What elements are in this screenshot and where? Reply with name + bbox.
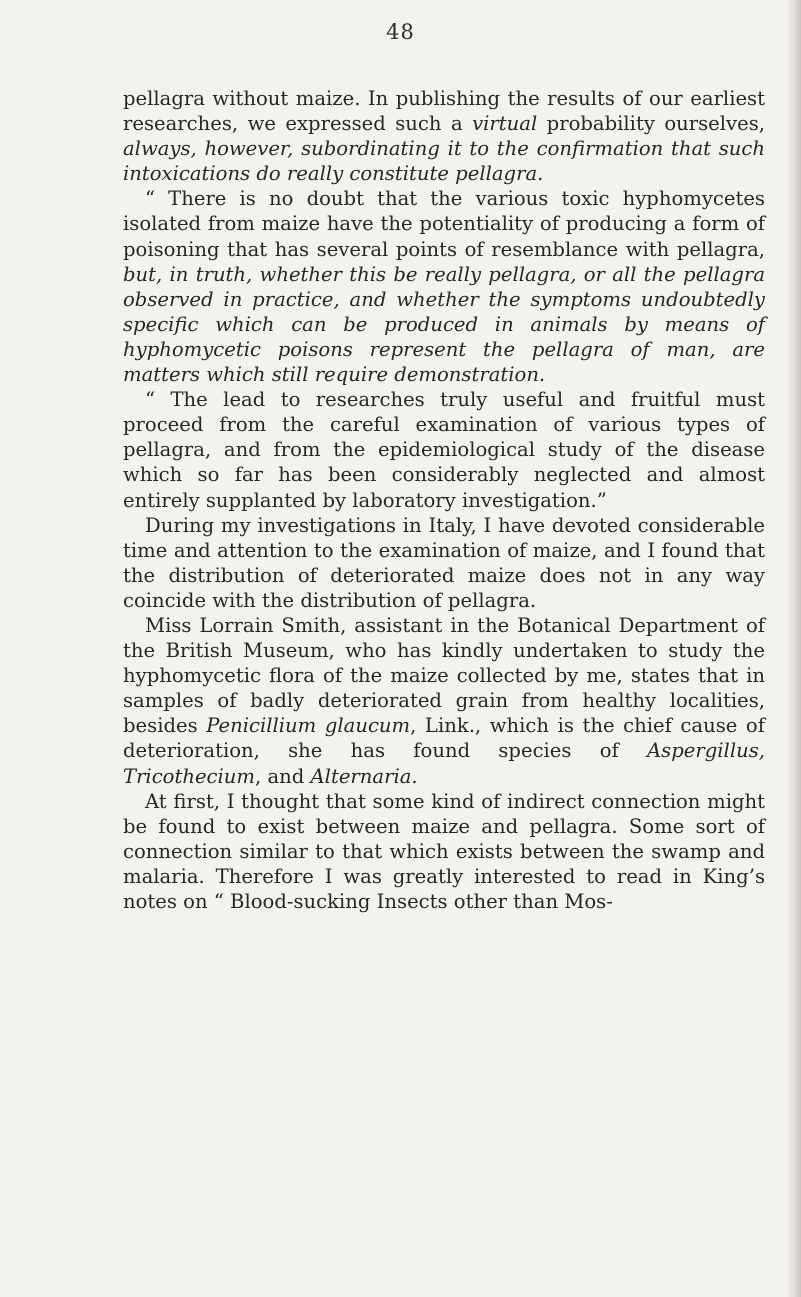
italic-text: Alternaria. xyxy=(310,764,418,788)
text-span: “ There is no doubt that the various toxic hyphomycetes isolated from maize have the potentiality of producing a form of poisoning that has several points of resemblance with pellagra, xyxy=(123,187,765,261)
italic-text: Aspergillus, Tricothecium xyxy=(123,739,765,788)
italic-text: but, in truth, whether this be really pellagra, or all the pellagra observed in practice, and whether the symptoms undoubtedly specific which can be produced in animals by means of hyphomycetic poisons represent the pellagra of man, are matters which still require demonstration. xyxy=(123,262,765,387)
page-number: 48 xyxy=(386,20,415,44)
paragraph xyxy=(123,387,765,512)
body-text xyxy=(123,86,765,914)
paragraph xyxy=(123,613,765,789)
paragraph xyxy=(123,186,765,387)
italic-text: always, however, subordinating it to the confirmation that such intoxications do really constitute pellagra. xyxy=(123,137,765,186)
italic-text: virtual xyxy=(472,112,538,136)
text-span: pellagra without maize. In publishing the results of our earliest researches, we expressed such a xyxy=(123,87,765,136)
paragraph xyxy=(123,789,765,914)
text-span: probability ourselves, xyxy=(537,112,765,136)
paragraph xyxy=(123,86,765,186)
text-span: Miss Lorrain Smith, assistant in the Botanical Department of the British Museum, who has kindly undertaken to study the hyphomycetic flora of the maize collected by me, states that in samples of badly deteriorated grain from healthy localities, besides xyxy=(123,613,765,738)
text-span: , Link., which is the chief cause of deterioration, she has found species of xyxy=(123,714,765,763)
italic-text: Penicillium glaucum xyxy=(206,714,411,738)
text-span: “ The lead to researches truly useful and fruitful must proceed from the careful examination of various types of pellagra, and from the epidemiological study of the disease which so far has been considerably neglected and almost entirely supplanted by laboratory investigation.” xyxy=(123,388,765,512)
text-span: At first, I thought that some kind of indirect connection might be found to exist between maize and pellagra. Some sort of connection similar to that which exists between the swamp and malaria. Therefore I was greatly interested to read in King’s notes on “ Blood-sucking Insects other than Mos- xyxy=(123,789,765,913)
text-span: During my investigations in Italy, I have devoted considerable time and attention to the examination of maize, and I found that the distribution of deteriorated maize does not in any way coincide with the distribution of pellagra. xyxy=(123,513,765,612)
page-edge-shadow xyxy=(787,0,801,1297)
text-span: , and xyxy=(255,764,311,788)
paragraph xyxy=(123,513,765,613)
